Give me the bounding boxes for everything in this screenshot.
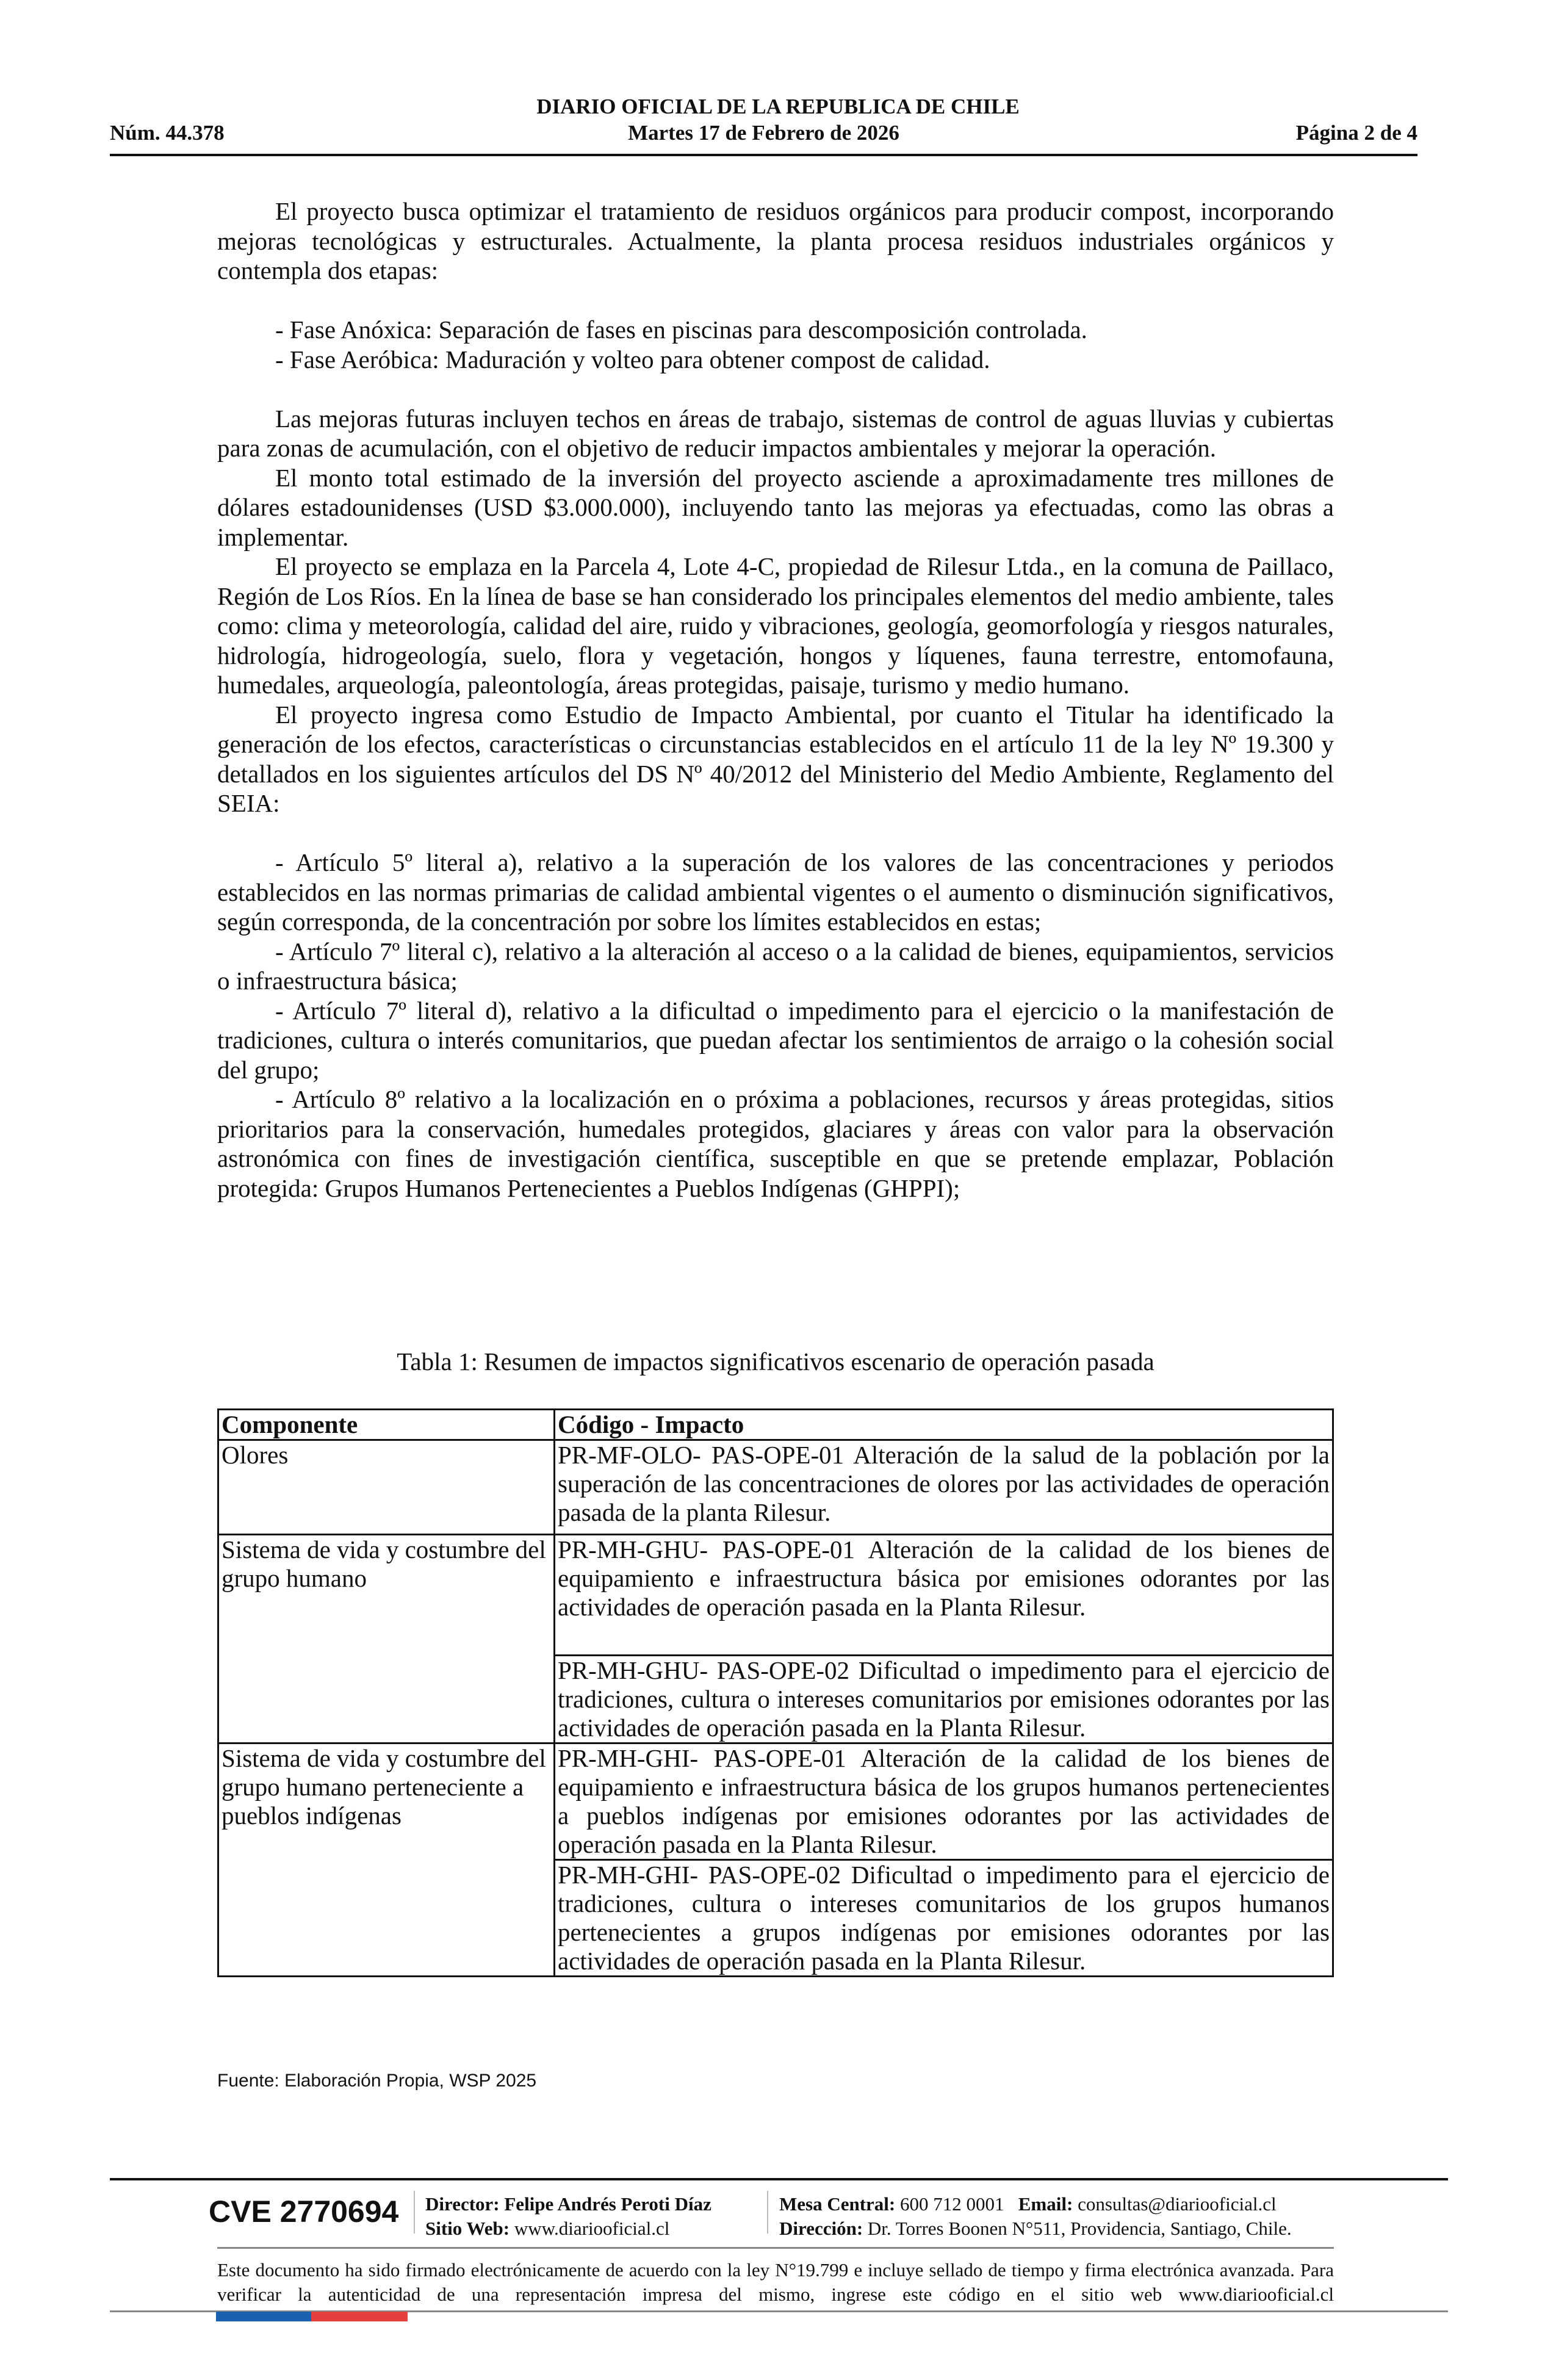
document-body (217, 197, 1334, 1203)
web-link[interactable]: www.diariooficial.cl (514, 2218, 670, 2239)
legal-notice: Este documento ha sido firmado electrónicamente de acuerdo con la ley N°19.799 e incluye sellado de tiempo y firma electrónica avanzada. Para verificar la autenticidad de una representación impresa del mismo, ingrese este código en el sitio web www.diariooficial.cl (217, 2259, 1334, 2305)
web-label: Sitio Web: (425, 2218, 510, 2239)
paragraph: Las mejoras futuras incluyen techos en áreas de trabajo, sistemas de control de aguas lluvias y cubiertas para zonas de acumulación, con el objetivo de reducir impactos ambientales y mejorar la operación. (217, 404, 1334, 462)
article-item: - Artículo 5º literal a), relativo a la superación de los valores de las concentraciones y periodos establecidos en las normas primarias de calidad ambiental vigentes o el aumento o disminución significativos, según corresponda, de la concentración por sobre los límites establecidos en estas; (217, 848, 1334, 936)
impact-cell: PR-MF-OLO- PAS-OPE-01 Alteración de la salud de la población por la superación de las concentraciones de olores por las actividades de operación pasada de la planta Rilesur. (555, 1440, 1333, 1535)
flag-stripe-blue (216, 2312, 311, 2321)
footer-separator (767, 2191, 768, 2234)
newspaper-title: DIARIO OFICIAL DE LA REPUBLICA DE CHILE (536, 95, 1020, 118)
article-item: - Artículo 7º literal d), relativo a la dificultad o impedimento para el ejercicio o la manifestación de tradiciones, cultura o interés comunitarios, que puedan afectar los sentimientos de arraigo o la cohesión social del grupo; (217, 996, 1334, 1084)
phase-item: - Fase Anóxica: Separación de fases en piscinas para descomposición controlada. (275, 316, 1087, 344)
phone-label: Mesa Central: (779, 2193, 896, 2215)
paragraph: El monto total estimado de la inversión del proyecto asciende a aproximadamente tres millones de dólares estadounidenses (USD $3.000.000), incluyendo tanto las mejoras ya efectuadas, como las obras a implementar. (217, 463, 1334, 551)
paragraph: El proyecto se emplaza en la Parcela 4, Lote 4-C, propiedad de Rilesur Ltda., en la comuna de Paillaco, Región de Los Ríos. En la línea de base se han considerado los principales elementos del medio ambiente, tales como: clima y meteorología, calidad del aire, ruido y vibraciones, geología, geomorfología y riesgos naturales, hidrología, hidrogeología, suelo, flora y vegetación, hongos y líquenes, fauna terrestre, entomofauna, humedales, arqueología, paleontología, áreas protegidas, paisaje, turismo y medio humano. (217, 552, 1334, 699)
impact-cell: PR-MH-GHU- PAS-OPE-02 Dificultad o impedimento para el ejercicio de tradiciones, cultura o intereses comunitarios por emisiones odorantes por las actividades de operación pasada en la Planta Rilesur. (555, 1656, 1333, 1744)
footer-divider (217, 2247, 1334, 2249)
table-caption: Tabla 1: Resumen de impactos significativos escenario de operación pasada (397, 1347, 1154, 1376)
table-header-row (218, 1410, 1333, 1440)
component-cell: Olores (218, 1440, 555, 1535)
header-divider (110, 154, 1417, 156)
component-cell: Sistema de vida y costumbre del grupo humano (218, 1535, 555, 1744)
issue-number: Núm. 44.378 (110, 121, 225, 145)
table-source: Fuente: Elaboración Propia, WSP 2025 (217, 2071, 537, 2091)
footer-separator (414, 2191, 415, 2234)
column-header: Código - Impacto (555, 1410, 1333, 1440)
table-row (218, 1535, 1333, 1656)
director-name: Felipe Andrés Peroti Díaz (504, 2193, 711, 2215)
footer-divider (110, 2178, 1448, 2180)
impacts-table (217, 1408, 1334, 1977)
article-item: - Artículo 8º relativo a la localización en o próxima a poblaciones, recursos y áreas protegidas, sitios prioritarios para la conservación, humedales protegidos, glaciares y áreas con valor para la observación astronómica con fines de investigación científica, susceptible en que se pretende emplazar, Población protegida: Grupos Humanos Pertenecientes a Pueblos Indígenas (GHPPI); (217, 1085, 1334, 1202)
address: Dr. Torres Boonen N°511, Providencia, Santiago, Chile. (867, 2218, 1292, 2239)
component-cell: Sistema de vida y costumbre del grupo humano perteneciente a pueblos indígenas (218, 1744, 555, 1977)
impact-cell: PR-MH-GHI- PAS-OPE-02 Dificultad o impedimento para el ejercicio de tradiciones, cultura o intereses comunitarios de los grupos humanos pertenecientes a grupos indígenas por emisiones odorantes por las actividades de operación pasada en la Planta Rilesur. (555, 1860, 1333, 1977)
director-label: Director: (425, 2193, 500, 2215)
address-label: Dirección: (779, 2218, 863, 2239)
impact-cell: PR-MH-GHI- PAS-OPE-01 Alteración de la calidad de los bienes de equipamiento e infraestructura básica de los grupos humanos pertenecientes a pueblos indígenas por emisiones odorantes por las actividades de operación pasada en la Planta Rilesur. (555, 1744, 1333, 1860)
table-row (218, 1744, 1333, 1860)
cve-code: CVE 2770694 (209, 2194, 399, 2229)
email-link[interactable]: consultas@diariooficial.cl (1078, 2193, 1277, 2215)
paragraph: El proyecto ingresa como Estudio de Impacto Ambiental, por cuanto el Titular ha identificado la generación de los efectos, características o circunstancias establecidos en el artículo 11 de la ley Nº 19.300 y detallados en los siguientes artículos del DS Nº 40/2012 del Ministerio del Medio Ambiente, Reglamento del SEIA: (217, 700, 1334, 817)
column-header: Componente (218, 1410, 555, 1440)
issue-date: Martes 17 de Febrero de 2026 (628, 121, 899, 145)
impact-cell: PR-MH-GHU- PAS-OPE-01 Alteración de la calidad de los bienes de equipamiento e infraestructura básica por emisiones odorantes por las actividades de operación pasada en la Planta Rilesur. (555, 1535, 1333, 1656)
email-label: Email: (1018, 2193, 1073, 2215)
phase-item: - Fase Aeróbica: Maduración y volteo para obtener compost de calidad. (275, 345, 990, 373)
footer-contact-block (779, 2192, 1292, 2241)
page-number: Página 2 de 4 (1295, 121, 1417, 145)
footer-director-block (425, 2192, 711, 2241)
paragraph: El proyecto busca optimizar el tratamiento de residuos orgánicos para producir compost, incorporando mejoras tecnológicas y estructurales. Actualmente, la planta procesa residuos industriales orgánicos y contempla dos etapas: (217, 197, 1334, 284)
article-item: - Artículo 7º literal c), relativo a la alteración al acceso o a la calidad de bienes, equipamientos, servicios o infraestructura básica; (217, 937, 1334, 995)
flag-stripe-red (311, 2312, 408, 2321)
phone-number: 600 712 0001 (900, 2193, 1004, 2215)
table-row (218, 1440, 1333, 1535)
